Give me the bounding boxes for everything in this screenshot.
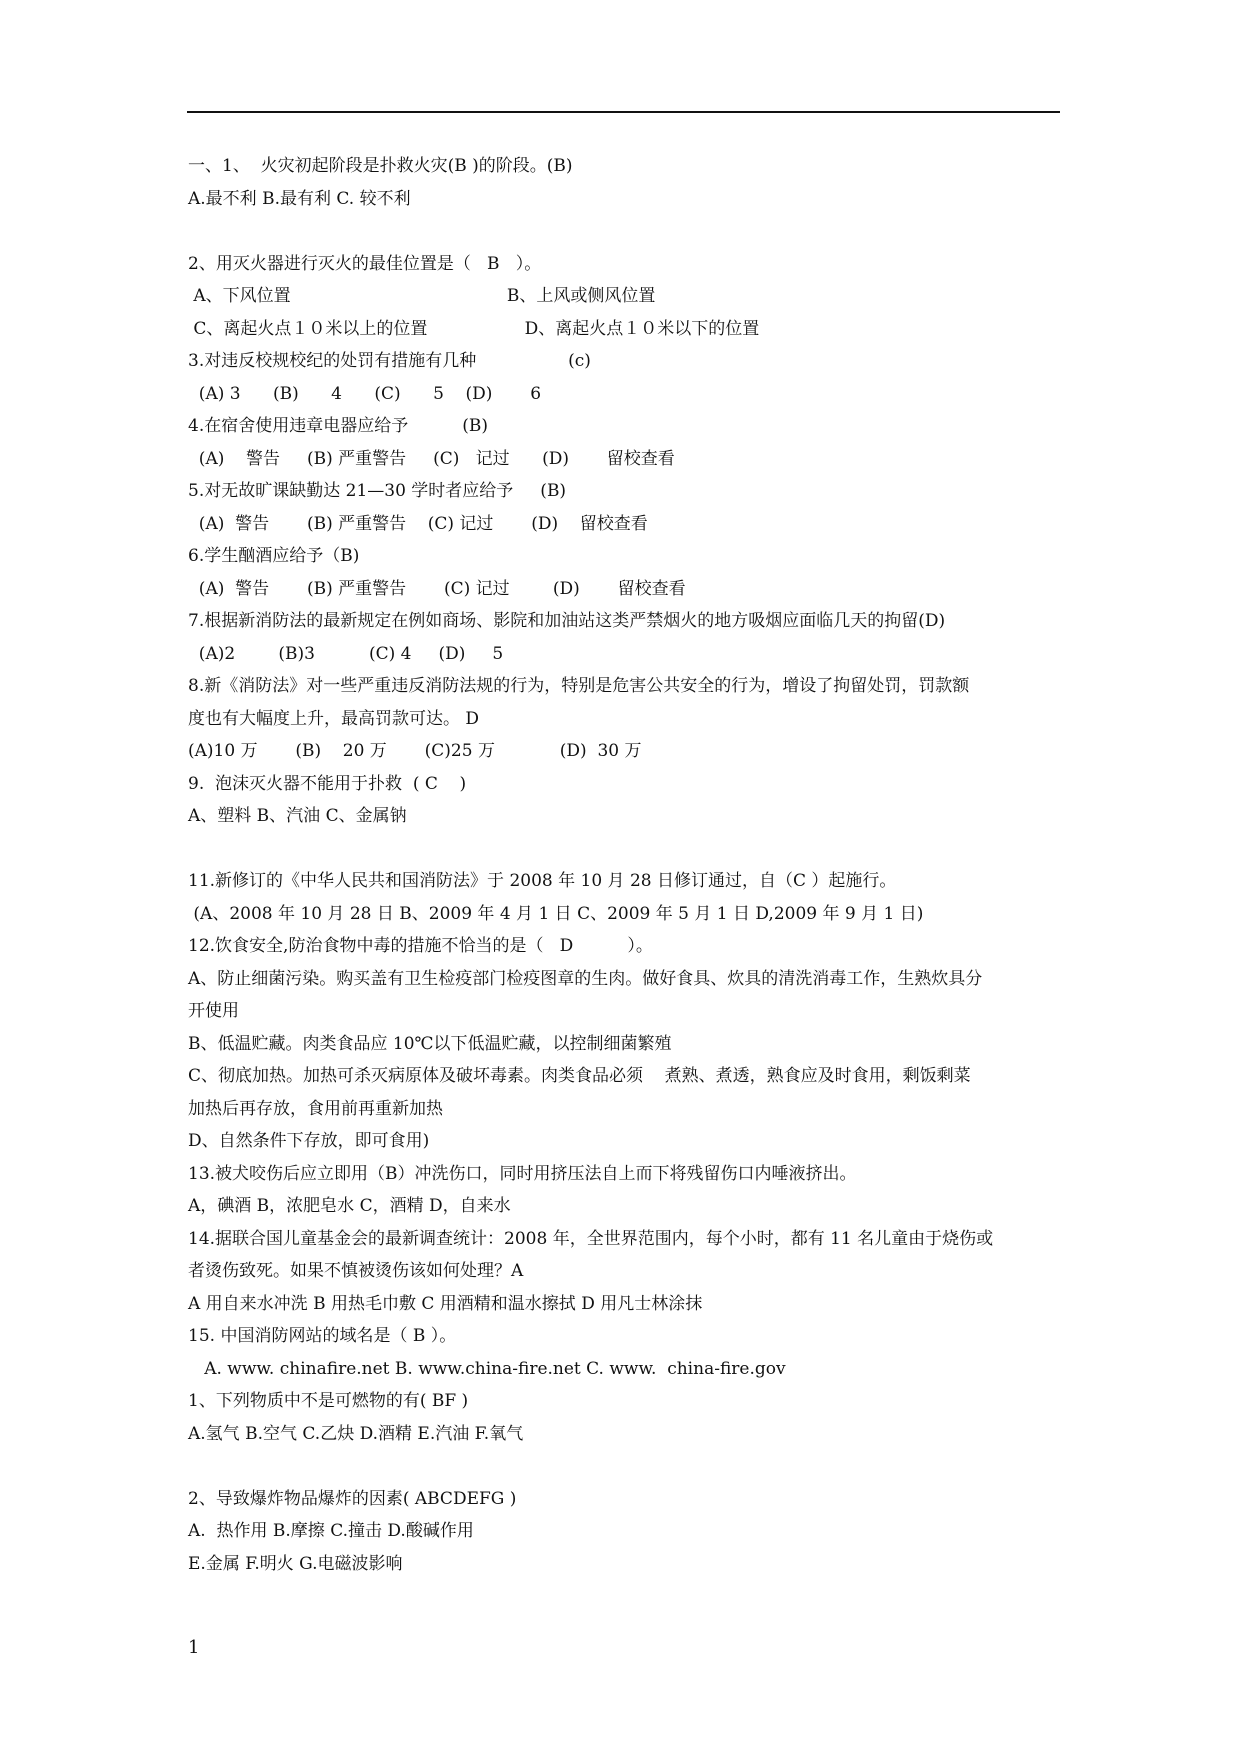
text-line: 开使用 xyxy=(188,1001,239,1021)
blank-line xyxy=(188,1450,1060,1483)
text-line: C、离起火点１０米以上的位置 D、离起火点１０米以下的位置 xyxy=(188,318,760,339)
text-line: 4.在宿舍使用违章电器应给予 (B) xyxy=(188,416,489,436)
text-line: 8.新《消防法》对一些严重违反消防法规的行为，特别是危害公共安全的行为，增设了拘留处罚，罚款额 xyxy=(188,676,970,696)
text-line: 7.根据新消防法的最新规定在例如商场、影院和加油站这类严禁烟火的地方吸烟应面临几天的拘留(D) xyxy=(188,611,946,631)
text-line: E.金属 F.明火 G.电磁波影响 xyxy=(188,1553,403,1574)
text-line: 2、导致爆炸物品爆炸的因素( ABCDEFG ) xyxy=(188,1488,517,1509)
text-line: 14.据联合国儿童基金会的最新调查统计：2008 年，全世界范围内，每个小时，都有 11 名儿童由于烧伤或 xyxy=(188,1228,994,1249)
text-line: A.氢气 B.空气 C.乙炔 D.酒精 E.汽油 F.氧气 xyxy=(188,1423,524,1444)
text-line: 6.学生酗酒应给予（B) xyxy=(188,546,360,566)
text-line: (A)2 (B)3 (C) 4 (D) 5 xyxy=(188,643,504,664)
text-line: 度也有大幅度上升，最高罚款可达。 D xyxy=(188,708,480,729)
text-line: 12.饮食安全,防治食物中毒的措施不恰当的是（ D ）。 xyxy=(188,936,653,956)
text-line: 2、用灭火器进行灭火的最佳位置是（ B ）。 xyxy=(188,253,542,274)
text-line: A. www. chinafire.net B. www.china-fire.net C. www. china-fire.gov xyxy=(188,1358,786,1379)
text-line: 者烫伤致死。如果不慎被烫伤该如何处理？A xyxy=(188,1261,524,1281)
text-line: A. 热作用 B.摩擦 C.撞击 D.酸碱作用 xyxy=(188,1521,474,1541)
text-line: A，碘酒 B，浓肥皂水 C，酒精 D，自来水 xyxy=(188,1196,511,1216)
text-line: A、塑料 B、汽油 C、金属钠 xyxy=(188,806,407,826)
text-line: 加热后再存放，食用前再重新加热 xyxy=(188,1098,443,1119)
blank-line xyxy=(188,833,1060,866)
text-line: 15. 中国消防网站的域名是（ B ）。 xyxy=(188,1326,457,1346)
page-number: 1 xyxy=(188,1637,200,1658)
text-line: (A、2008 年 10 月 28 日 B、2009 年 4 月 1 日 C、2009 年 5 月 1 日 D,2009 年 9 月 1 日) xyxy=(188,903,924,924)
blank-line xyxy=(188,215,1060,248)
text-line: A、防止细菌污染。购买盖有卫生检疫部门检疫图章的生肉。做好食具、炊具的清洗消毒工作，生熟炊具分 xyxy=(188,968,983,989)
text-line: 1、下列物质中不是可燃物的有( BF ) xyxy=(188,1391,469,1411)
text-line: C、彻底加热。加热可杀灭病原体及破坏毒素。肉类食品必须 煮熟、煮透，熟食应及时食用，剩饭剩菜 xyxy=(188,1066,971,1086)
text-line: 3.对违反校规校纪的处罚有措施有几种 (c) xyxy=(188,351,591,371)
text-line: A.最不利 B.最有利 C. 较不利 xyxy=(188,188,411,209)
text-line: (A) 警告 (B) 严重警告 (C) 记过 (D) 留校查看 xyxy=(188,513,648,534)
text-line: (A) 警告 (B) 严重警告 (C) 记过 (D) 留校查看 xyxy=(188,448,675,469)
text-line: A、下风位置 B、上风或侧风位置 xyxy=(188,286,656,306)
text-line: 13.被犬咬伤后应立即用（B）冲洗伤口，同时用挤压法自上而下将残留伤口内唾液挤出。 xyxy=(188,1163,857,1184)
text-line: (A) 3 (B) 4 (C) 5 (D) 6 xyxy=(188,383,542,404)
text-line: A 用自来水冲洗 B 用热毛巾敷 C 用酒精和温水擦拭 D 用凡士林涂抹 xyxy=(188,1293,703,1314)
document-body xyxy=(188,150,1060,1580)
text-line: 一、1、 火灾初起阶段是扑救火灾(B )的阶段。(B) xyxy=(188,156,573,176)
text-line: (A) 警告 (B) 严重警告 (C) 记过 (D) 留校查看 xyxy=(188,578,686,599)
text-line: 9. 泡沫灭火器不能用于扑救 ( C ) xyxy=(188,773,467,794)
text-line: D、自然条件下存放，即可食用) xyxy=(188,1131,430,1151)
header-rule xyxy=(187,111,1060,113)
text-line: B、低温贮藏。肉类食品应 10℃以下低温贮藏，以控制细菌繁殖 xyxy=(188,1033,672,1054)
text-line: 11.新修订的《中华人民共和国消防法》于 2008 年 10 月 28 日修订通过，自（C ）起施行。 xyxy=(188,871,897,891)
text-line: (A)10 万 (B) 20 万 (C)25 万 (D) 30 万 xyxy=(188,741,642,761)
text-line: 5.对无故旷课缺勤达 21—30 学时者应给予 (B) xyxy=(188,481,567,501)
